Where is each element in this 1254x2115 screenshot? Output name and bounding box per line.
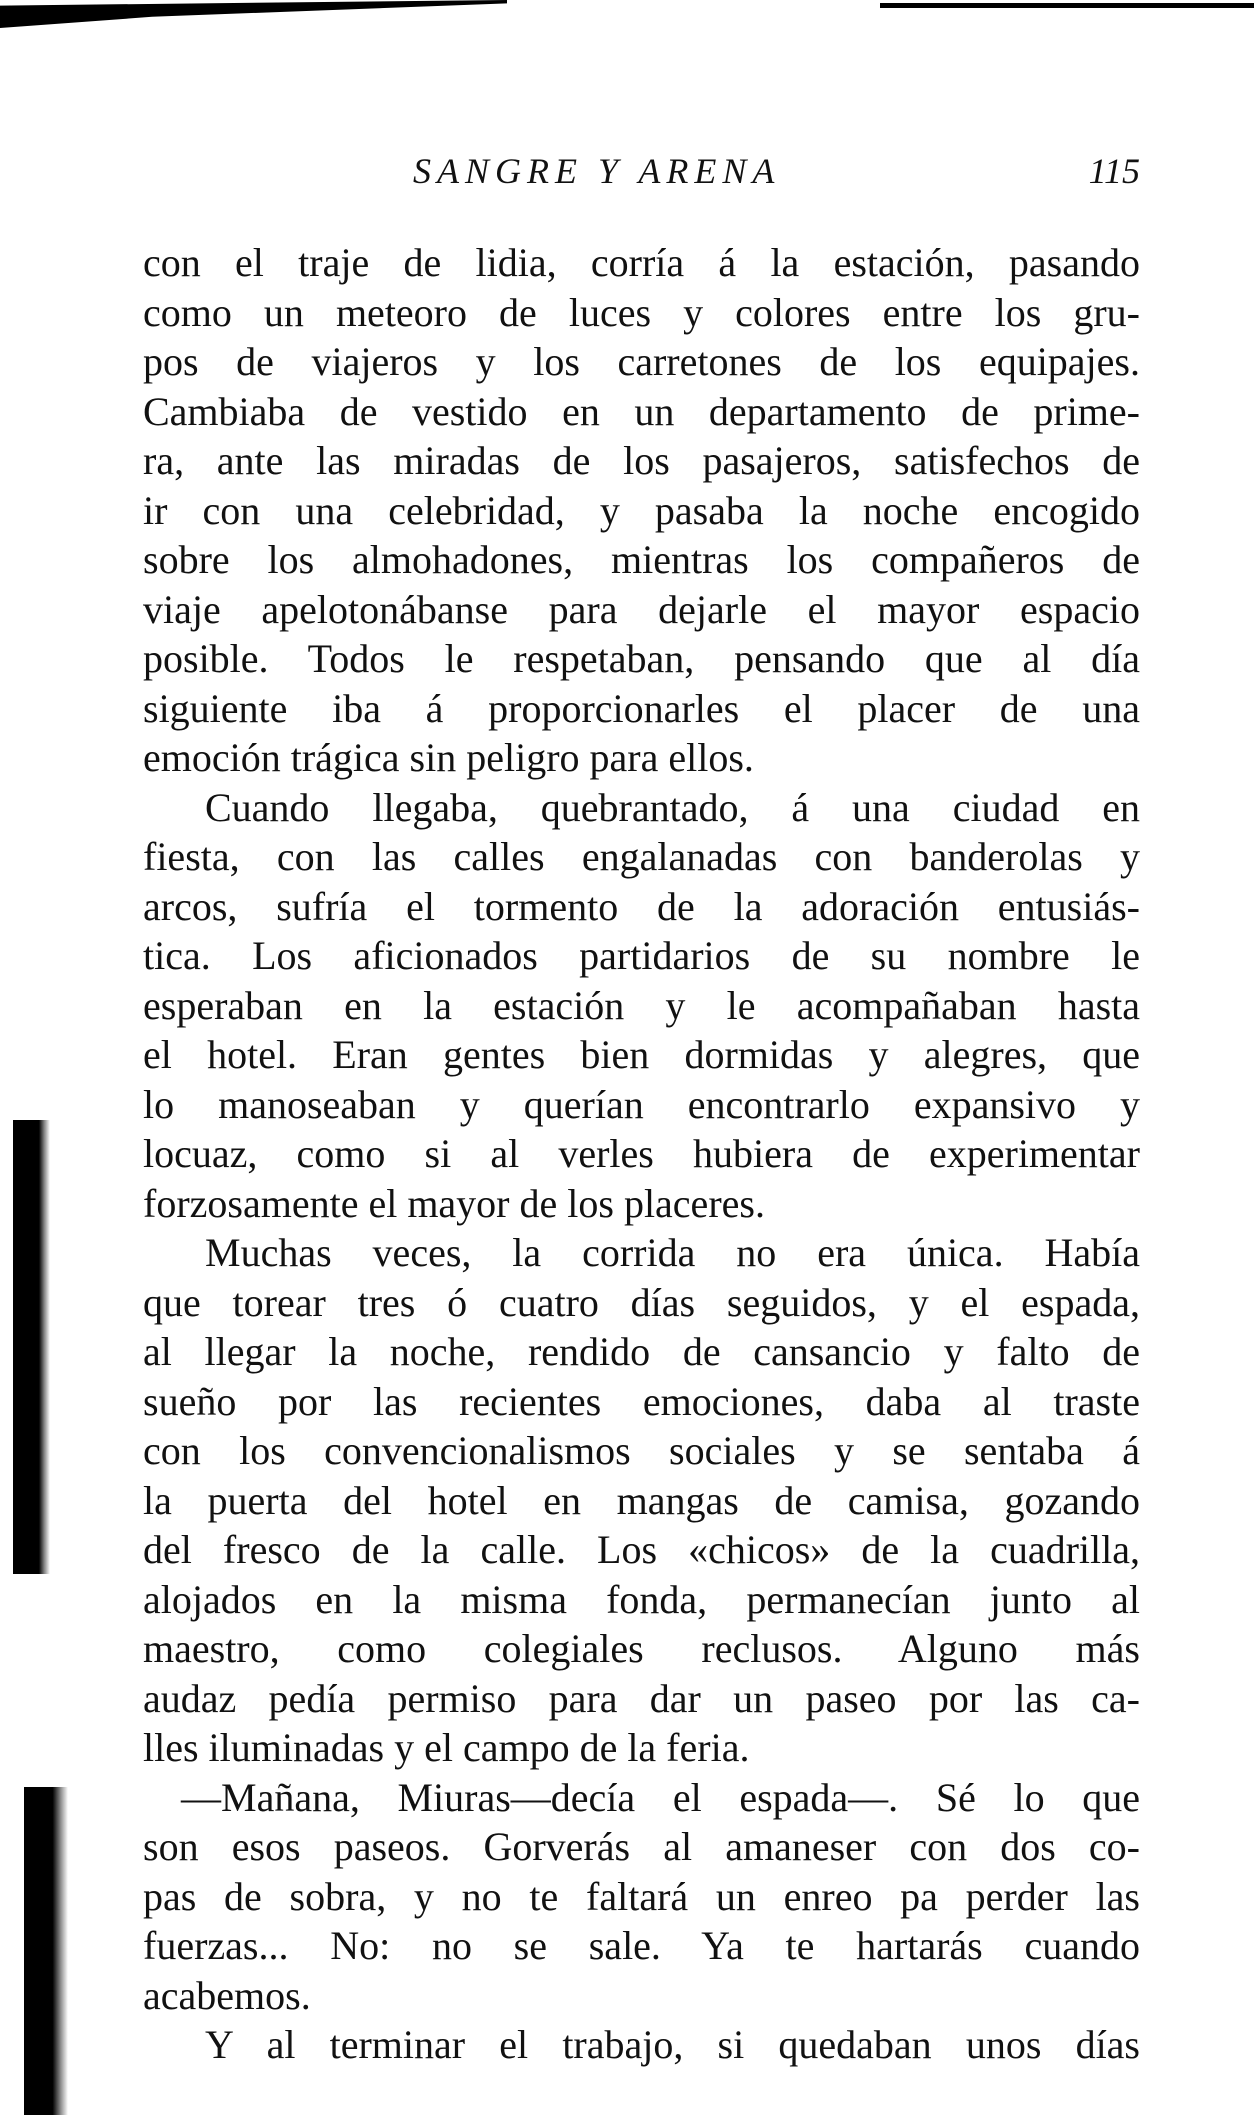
text-line: Muchas veces, la corrida no era única. Había xyxy=(205,1230,1140,1275)
text-line: audaz pedía permiso para dar un paseo por las ca- xyxy=(143,1675,1140,1721)
text-line: siguiente iba á proporcionarles el placer de una xyxy=(143,685,1140,731)
scan-edge-line-top-right xyxy=(880,3,1254,8)
text-line: arcos, sufría el tormento de la adoración entusiás- xyxy=(143,883,1140,929)
text-line: sobre los almohadones, mientras los compañeros de xyxy=(143,537,1140,582)
text-line: con los convencionalismos sociales y se sentaba á xyxy=(143,1428,1140,1473)
text-line: lo manoseaban y querían encontrarlo expansivo y xyxy=(143,1081,1140,1127)
text-line: sueño por las recientes emociones, daba al traste xyxy=(143,1378,1140,1424)
text-line: son esos paseos. Gorverás al amaneser con dos co- xyxy=(143,1824,1140,1869)
text-line: al llegar la noche, rendido de cansancio y falto de xyxy=(143,1329,1140,1374)
text-line: Cambiaba de vestido en un departamento de prime- xyxy=(143,388,1140,434)
text-line: Y al terminar el trabajo, si quedaban unos días xyxy=(205,2022,1140,2067)
text-line: viaje apelotonábanse para dejarle el mayor espacio xyxy=(143,586,1140,632)
text-line: que torear tres ó cuatro días seguidos, y el espada, xyxy=(143,1279,1140,1325)
text-line: fiesta, con las calles engalanadas con banderolas y xyxy=(143,834,1140,879)
scan-edge-shadow-left-lower xyxy=(24,1787,68,2115)
text-line: la puerta del hotel en mangas de camisa, gozando xyxy=(143,1477,1140,1523)
text-line: fuerzas... No: no se sale. Ya te hartarás cuando xyxy=(143,1923,1140,1968)
running-title: SANGRE Y ARENA xyxy=(413,151,781,191)
page-header xyxy=(143,150,1140,196)
text-line: emoción trágica sin peligro para ellos. xyxy=(143,735,754,780)
scan-edge-shadow-top-left xyxy=(0,0,507,28)
scan-edge-shadow-left-upper xyxy=(13,1120,50,1574)
text-line: del fresco de la calle. Los «chicos» de la cuadrilla, xyxy=(143,1527,1140,1572)
text-line: el hotel. Eran gentes bien dormidas y alegres, que xyxy=(143,1032,1140,1077)
text-line: como un meteoro de luces y colores entre los gru- xyxy=(143,289,1140,335)
text-line: alojados en la misma fonda, permanecían junto al xyxy=(143,1576,1140,1622)
text-line: ir con una celebridad, y pasaba la noche encogido xyxy=(143,487,1140,533)
page-number: 115 xyxy=(1088,151,1140,191)
text-line: con el traje de lidia, corría á la estación, pasando xyxy=(143,240,1140,285)
text-line: forzosamente el mayor de los placeres. xyxy=(143,1180,765,1226)
text-line: pas de sobra, y no te faltará un enreo pa perder las xyxy=(143,1873,1140,1919)
text-line: locuaz, como si al verles hubiera de experimentar xyxy=(143,1131,1140,1176)
text-line: ra, ante las miradas de los pasajeros, satisfechos de xyxy=(143,438,1140,483)
text-line: acabemos. xyxy=(143,1972,311,2018)
text-line: lles iluminadas y el campo de la feria. xyxy=(143,1725,750,1770)
text-line: maestro, como colegiales reclusos. Alguno más xyxy=(143,1626,1140,1671)
text-line: tica. Los aficionados partidarios de su nombre le xyxy=(143,933,1140,978)
body-text xyxy=(143,238,1140,2070)
text-line: posible. Todos le respetaban, pensando que al día xyxy=(143,636,1140,681)
text-line: Cuando llegaba, quebrantado, á una ciudad en xyxy=(205,784,1140,830)
text-line: esperaban en la estación y le acompañaban hasta xyxy=(143,982,1140,1028)
text-line: pos de viajeros y los carretones de los equipajes. xyxy=(143,339,1140,384)
text-line: —Mañana, Miuras—decía el espada—. Sé lo que xyxy=(181,1774,1140,1820)
